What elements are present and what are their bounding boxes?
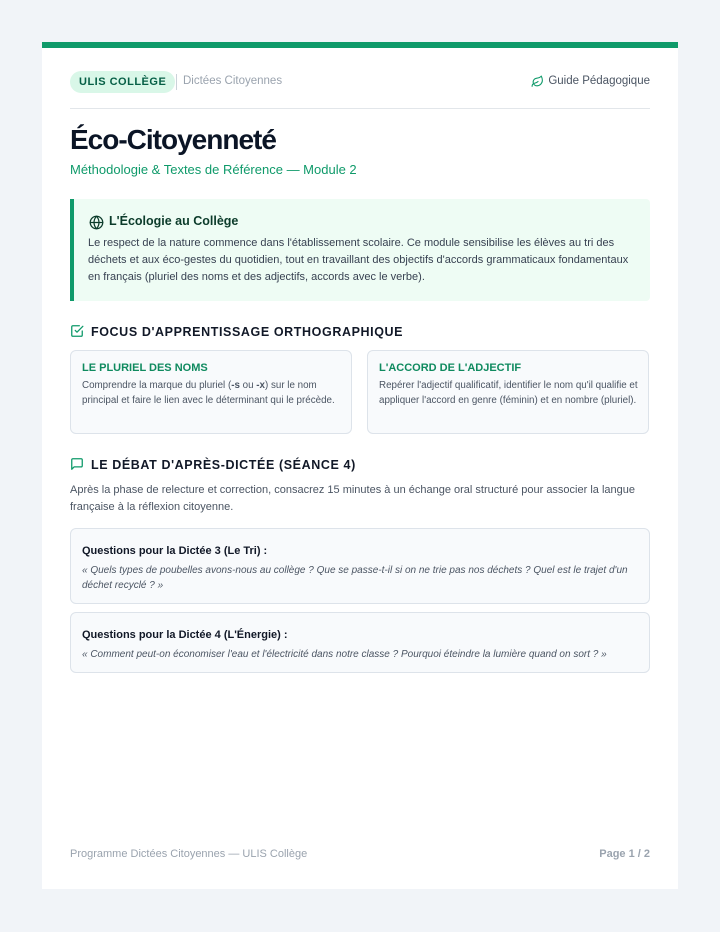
card-title: LE PLURIEL DES NOMS <box>82 362 208 374</box>
question-title: Questions pour la Dictée 3 (Le Tri) : <box>82 545 268 557</box>
intro-callout <box>70 199 650 301</box>
debate-intro: Après la phase de relecture et correction, consacrez 15 minutes à un échange oral structuré pour associer la langue française à la réflexion citoyenne. <box>70 484 635 513</box>
leaf-icon <box>531 75 544 88</box>
globe-icon <box>89 215 104 230</box>
page-header <box>70 70 650 109</box>
focus-card-adjective <box>367 350 649 434</box>
card-text-part: ) sur le nom principal et faire le lien avec le déterminant qui le précède. <box>82 380 335 406</box>
chat-bubble-icon <box>70 457 84 471</box>
card-title: L'ACCORD DE L'ADJECTIF <box>379 362 522 374</box>
page-number: Page 1 / 2 <box>599 848 650 860</box>
guide-link[interactable] <box>548 75 650 87</box>
plural-mark-x: -x <box>256 380 265 391</box>
footer-program: Programme Dictées Citoyennes — ULIS Collège <box>70 848 308 860</box>
question-text: « Comment peut-on économiser l'eau et l'électricité dans notre classe ? Pourquoi éteindre la lumière quand on sort ? » <box>82 649 607 660</box>
focus-card-plural <box>70 350 352 434</box>
page-title: Éco-Citoyenneté <box>70 124 276 155</box>
card-text-part: Comprendre la marque du pluriel ( <box>82 380 232 391</box>
card-text: Repérer l'adjectif qualificatif, identifier le nom qu'il qualifie et appliquer l'accord en genre (féminin) et en nombre (pluriel). <box>379 380 638 406</box>
checkbox-icon <box>70 324 84 338</box>
question-title: Questions pour la Dictée 4 (L'Énergie) : <box>82 629 288 641</box>
question-card-tri <box>70 528 650 604</box>
header-subtitle: Dictées Citoyennes <box>183 75 283 87</box>
guide-label: Guide Pédagogique <box>548 75 650 87</box>
document-page <box>42 42 678 889</box>
page-subtitle: Méthodologie & Textes de Référence — Module 2 <box>70 162 357 177</box>
plural-mark-s: -s <box>231 380 240 391</box>
focus-heading-text: FOCUS D'APPRENTISSAGE ORTHOGRAPHIQUE <box>91 325 404 339</box>
program-badge: ULIS COLLÈGE <box>70 71 175 93</box>
question-card-energie <box>70 612 650 673</box>
header-divider <box>176 74 177 90</box>
card-text-part: ou <box>239 380 257 391</box>
callout-text: Le respect de la nature commence dans l'établissement scolaire. Ce module sensibilise les élèves au tri des déchets et aux éco-gestes du quotidien, tout en travaillant des objectifs d'accords grammaticaux fondamentaux en français (pluriel des noms et des adjectifs, accords avec le verbe). <box>88 237 629 283</box>
debate-heading-text: LE DÉBAT D'APRÈS-DICTÉE (SÉANCE 4) <box>91 458 356 472</box>
card-text <box>82 379 341 408</box>
question-text: « Quels types de poubelles avons-nous au collège ? Que se passe-t-il si on ne trie pas nos déchets ? Quel est le trajet d'un déchet recyclé ? » <box>82 565 628 591</box>
callout-title: L'Écologie au Collège <box>109 214 239 228</box>
